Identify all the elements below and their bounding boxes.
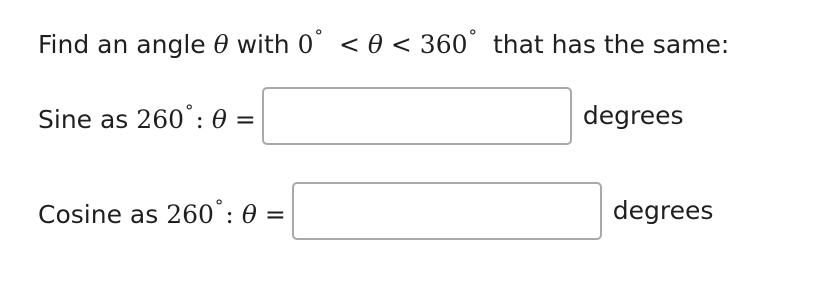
theta-symbol: θ bbox=[211, 105, 227, 134]
degree-symbol: ° bbox=[185, 102, 194, 122]
cosine-angle: 260 bbox=[166, 200, 214, 229]
degree-symbol: ° bbox=[468, 27, 478, 47]
sine-answer-input[interactable] bbox=[262, 87, 572, 145]
cosine-answer-input[interactable] bbox=[292, 182, 602, 240]
trig-problem bbox=[38, 0, 818, 306]
theta-symbol: θ bbox=[241, 200, 257, 229]
cosine-row bbox=[38, 182, 713, 240]
question-text bbox=[38, 20, 729, 62]
theta-symbol: θ bbox=[367, 30, 383, 59]
cosine-label bbox=[38, 190, 286, 232]
equals-sign: = bbox=[264, 200, 286, 229]
lower-bound: 0 bbox=[297, 30, 314, 59]
cosine-unit-label: degrees bbox=[612, 196, 714, 225]
equals-sign: = bbox=[234, 105, 256, 134]
colon: : bbox=[225, 200, 234, 229]
question-with: with bbox=[236, 30, 290, 59]
less-than-symbol: < bbox=[390, 30, 412, 59]
sine-label bbox=[38, 95, 256, 137]
colon: : bbox=[195, 105, 204, 134]
theta-symbol: θ bbox=[213, 30, 229, 59]
sine-row bbox=[38, 87, 684, 145]
less-than-symbol: < bbox=[338, 30, 360, 59]
sine-angle: 260 bbox=[136, 105, 185, 134]
degree-symbol: ° bbox=[214, 197, 224, 217]
sine-label-text: Sine as bbox=[38, 105, 129, 134]
cosine-label-text: Cosine as bbox=[38, 200, 159, 229]
question-prefix: Find an angle bbox=[38, 30, 206, 59]
upper-bound: 360 bbox=[419, 30, 468, 59]
sine-unit-label: degrees bbox=[582, 101, 684, 130]
degree-symbol: ° bbox=[314, 27, 324, 47]
question-suffix: that has the same: bbox=[492, 30, 730, 59]
